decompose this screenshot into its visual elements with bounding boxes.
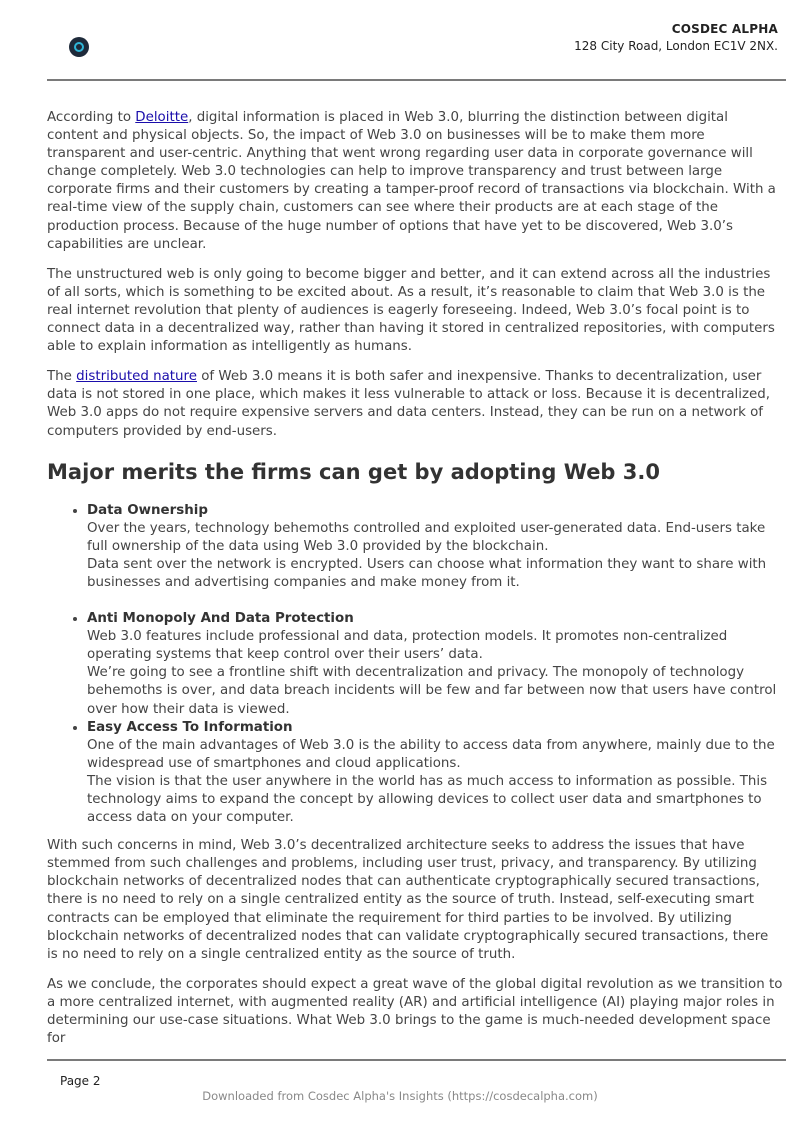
list-item-title: • Data Ownership xyxy=(87,502,208,518)
list-item-text: The vision is that the user anywhere in the world has as much access to information as possible. This technology aims to expand the concept by allowing devices to collect user data and smartphones to access data on your computer. xyxy=(87,773,768,826)
list-item-title: • Anti Monopoly And Data Protection xyxy=(87,611,354,627)
header-divider xyxy=(47,79,786,81)
page-number: Page 2 xyxy=(60,1074,101,1088)
section-heading: Major merits the firms can get by adopting Web 3.0 xyxy=(47,459,660,484)
list-item-title: • Easy Access To Information xyxy=(87,719,293,735)
article-body xyxy=(47,109,783,1060)
paragraph-4: With such concerns in mind, Web 3.0’s decentralized architecture seeks to address the issues that have stemmed from such challenges and problems, including user trust, privacy, and transparency. By utilizing blockchain networks of decentralized nodes that can authenticate cryptographically secured transactions, there is no need to rely on a single centralized entity as the source of truth. Instead, self-executing smart contracts can be employed that eliminate the requirement for third parties to be involved. By utilizing blockchain networks of decentralized nodes that can validate cryptographically secured transactions, there is no need to rely on a single centralized entity as the source of truth. xyxy=(47,838,769,962)
merits-list xyxy=(47,502,783,828)
download-source-note: Downloaded from Cosdec Alpha's Insights (https://cosdecalpha.com) xyxy=(202,1089,598,1103)
company-address: 128 City Road, London EC1V 2NX. xyxy=(574,39,778,53)
list-item-text: We’re going to see a frontline shift with decentralization and privacy. The monopoly of technology behemoths is over, and data breach incidents will be few and far between now that users have control over how their data is viewed. xyxy=(87,665,777,717)
company-name: COSDEC ALPHA xyxy=(671,22,778,36)
paragraph-1: According to Deloitte, digital information is placed in Web 3.0, blurring the distinction between digital content and physical objects. So, the impact of Web 3.0 on businesses will be to make them more transparent and user-centric. Anything that went wrong regarding user data in corporate governance will change completely. Web 3.0 technologies can help to improve transparency and trust between large corporate firms and their customers by creating a tamper-proof record of transactions via blockchain. With a real-time view of the supply chain, customers can see where their products are at each stage of the production process. Because of the huge number of options that have yet to be discovered, Web 3.0’s capabilities are unclear. xyxy=(47,110,776,252)
paragraph-5: As we conclude, the corporates should expect a great wave of the global digital revolution as we transition to a more centralized internet, with augmented reality (AR) and artificial intelligence (AI) playing major roles in determining our use-case situations. What Web 3.0 brings to the game is much-needed development space for xyxy=(47,976,783,1047)
list-item xyxy=(87,719,783,828)
deloitte-link[interactable]: Deloitte xyxy=(135,110,189,125)
distributed-nature-link[interactable]: distributed nature xyxy=(76,369,197,385)
list-item-text: One of the main advantages of Web 3.0 is the ability to access data from anywhere, mainly due to the widespread use of smartphones and cloud applications. xyxy=(87,737,775,771)
list-item-text: Web 3.0 features include professional and data, protection models. It promotes non-centralized operating systems that keep control over their users’ data. xyxy=(87,629,728,663)
list-item xyxy=(87,502,783,592)
footer-divider xyxy=(47,1059,786,1061)
cosdec-logo-icon xyxy=(69,37,89,57)
paragraph-2: The unstructured web is only going to become bigger and better, and it can extend across all the industries of all sorts, which is something to be excited about. As a result, it’s reasonable to claim that Web 3.0 is the real internet revolution that plenty of audiences is eagerly foreseeing. Indeed, Web 3.0’s focal point is to connect data in a decentralized way, rather than having it stored in centralized repositories, with computers able to explain information as intelligently as humans. xyxy=(47,266,775,355)
paragraph-3: The distributed nature of Web 3.0 means it is both safer and inexpensive. Thanks to decentralization, user data is not stored in one place, which makes it less vulnerable to attack or loss. Because it is decentralized, Web 3.0 apps do not require expensive servers and data centers. Instead, they can be run on a network of computers provided by end-users. xyxy=(47,369,771,439)
list-item-text: Data sent over the network is encrypted. Users can choose what information they want to share with businesses and advertising companies and make money from it. xyxy=(87,556,767,590)
page-header xyxy=(47,18,786,80)
list-item-text: Over the years, technology behemoths controlled and exploited user-generated data. End-users take full ownership of the data using Web 3.0 provided by the blockchain. xyxy=(87,520,766,554)
list-item xyxy=(87,610,783,719)
